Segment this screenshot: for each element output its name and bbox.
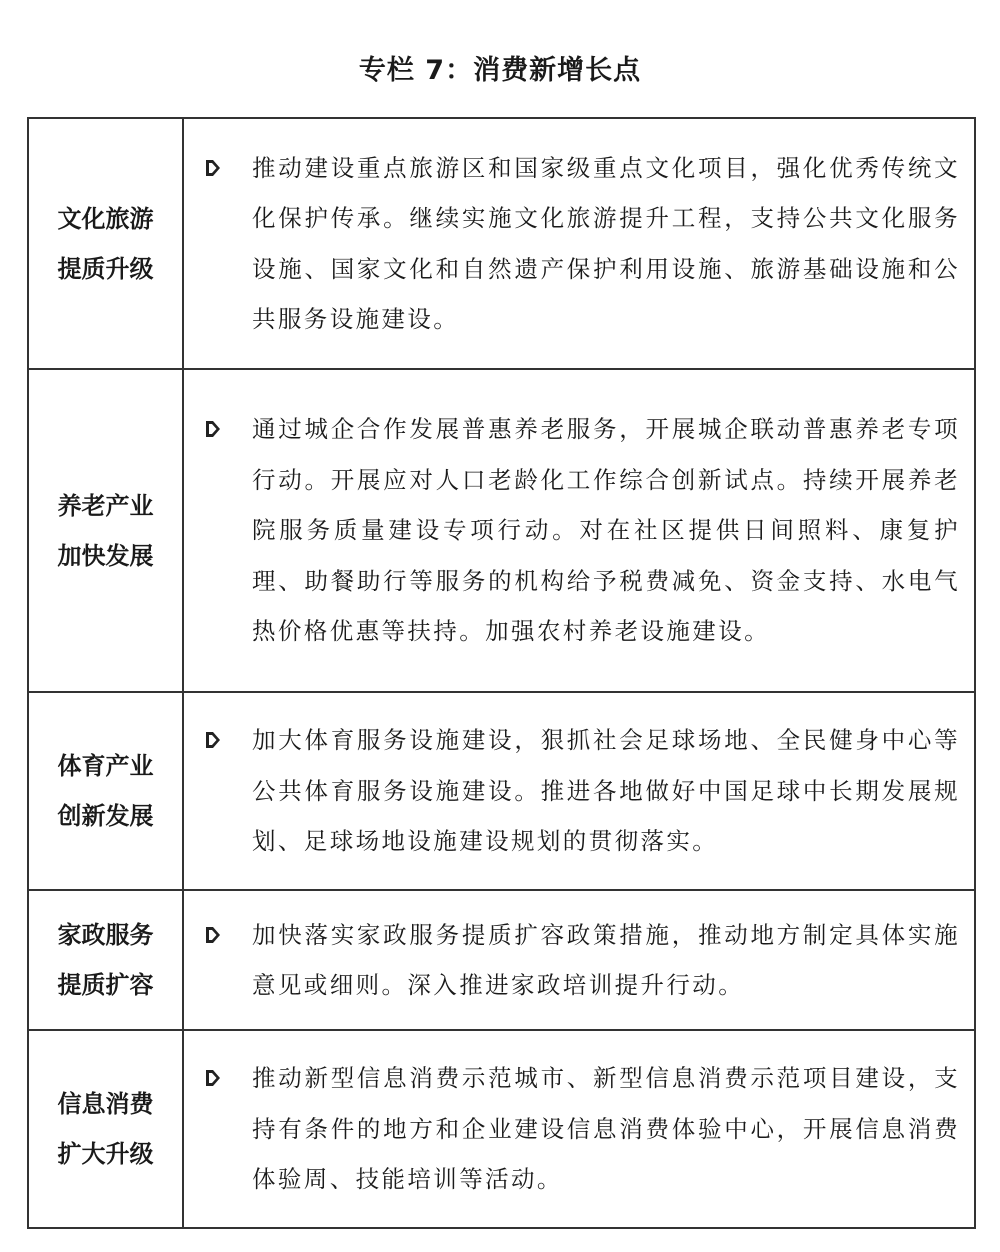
list-item xyxy=(204,715,960,867)
feature-table xyxy=(27,117,976,1229)
list-item xyxy=(204,143,960,345)
row-content xyxy=(184,693,974,889)
row-label-line: 创新发展 xyxy=(57,802,154,830)
row-label-line: 信息消费 xyxy=(57,1090,154,1118)
row-text: 通过城企合作发展普惠养老服务，开展城企联动普惠养老专项行动。开展应对人口老龄化工作综合创新试点。持续开展养老院服务质量建设专项行动。对在社区提供日间照料、康复护理、助餐助行等服务的机构给予税费减免、资金支持、水电气热价格优惠等扶持。加强农村养老设施建设。 xyxy=(252,415,960,646)
row-label-line: 文化旅游 xyxy=(57,204,154,233)
row-content xyxy=(184,1031,974,1227)
row-label-line: 扩大升级 xyxy=(57,1140,154,1168)
row-label-line: 体育产业 xyxy=(57,752,154,780)
list-item xyxy=(204,1053,960,1205)
arrow-bullet-icon xyxy=(204,404,252,454)
row-label-line: 提质升级 xyxy=(57,254,154,283)
row-content xyxy=(184,891,974,1029)
row-label xyxy=(29,119,184,368)
table-row xyxy=(29,693,974,891)
page-title: 专栏 7：消费新增长点 xyxy=(358,55,642,86)
row-label xyxy=(29,891,184,1029)
row-text: 加快落实家政服务提质扩容政策措施，推动地方制定具体实施意见或细则。深入推进家政培训提升行动。 xyxy=(252,920,960,999)
table-row xyxy=(29,1031,974,1229)
row-label xyxy=(29,370,184,691)
table-row xyxy=(29,370,974,693)
row-text: 加大体育服务设施建设，狠抓社会足球场地、全民健身中心等公共体育服务设施建设。推进各地做好中国足球中长期发展规划、足球场地设施建设规划的贯彻落实。 xyxy=(252,726,960,856)
arrow-bullet-icon xyxy=(204,910,252,960)
arrow-bullet-icon xyxy=(204,1053,252,1103)
arrow-bullet-icon xyxy=(204,715,252,765)
row-label xyxy=(29,1031,184,1227)
row-content xyxy=(184,370,974,691)
list-item xyxy=(204,910,960,1011)
row-label-line: 提质扩容 xyxy=(57,971,154,999)
row-label-line: 养老产业 xyxy=(57,491,154,520)
row-text: 推动新型信息消费示范城市、新型信息消费示范项目建设，支持有条件的地方和企业建设信息消费体验中心，开展信息消费体验周、技能培训等活动。 xyxy=(252,1064,960,1194)
row-label-line: 加快发展 xyxy=(57,541,154,570)
table-row xyxy=(29,891,974,1031)
arrow-bullet-icon xyxy=(204,143,252,193)
row-text: 推动建设重点旅游区和国家级重点文化项目，强化优秀传统文化保护传承。继续实施文化旅游提升工程，支持公共文化服务设施、国家文化和自然遗产保护利用设施、旅游基础设施和公共服务设施建设。 xyxy=(252,153,960,333)
row-content xyxy=(184,119,974,368)
row-label-line: 家政服务 xyxy=(57,921,154,949)
row-label xyxy=(29,693,184,889)
list-item xyxy=(204,404,960,657)
table-row xyxy=(29,119,974,370)
